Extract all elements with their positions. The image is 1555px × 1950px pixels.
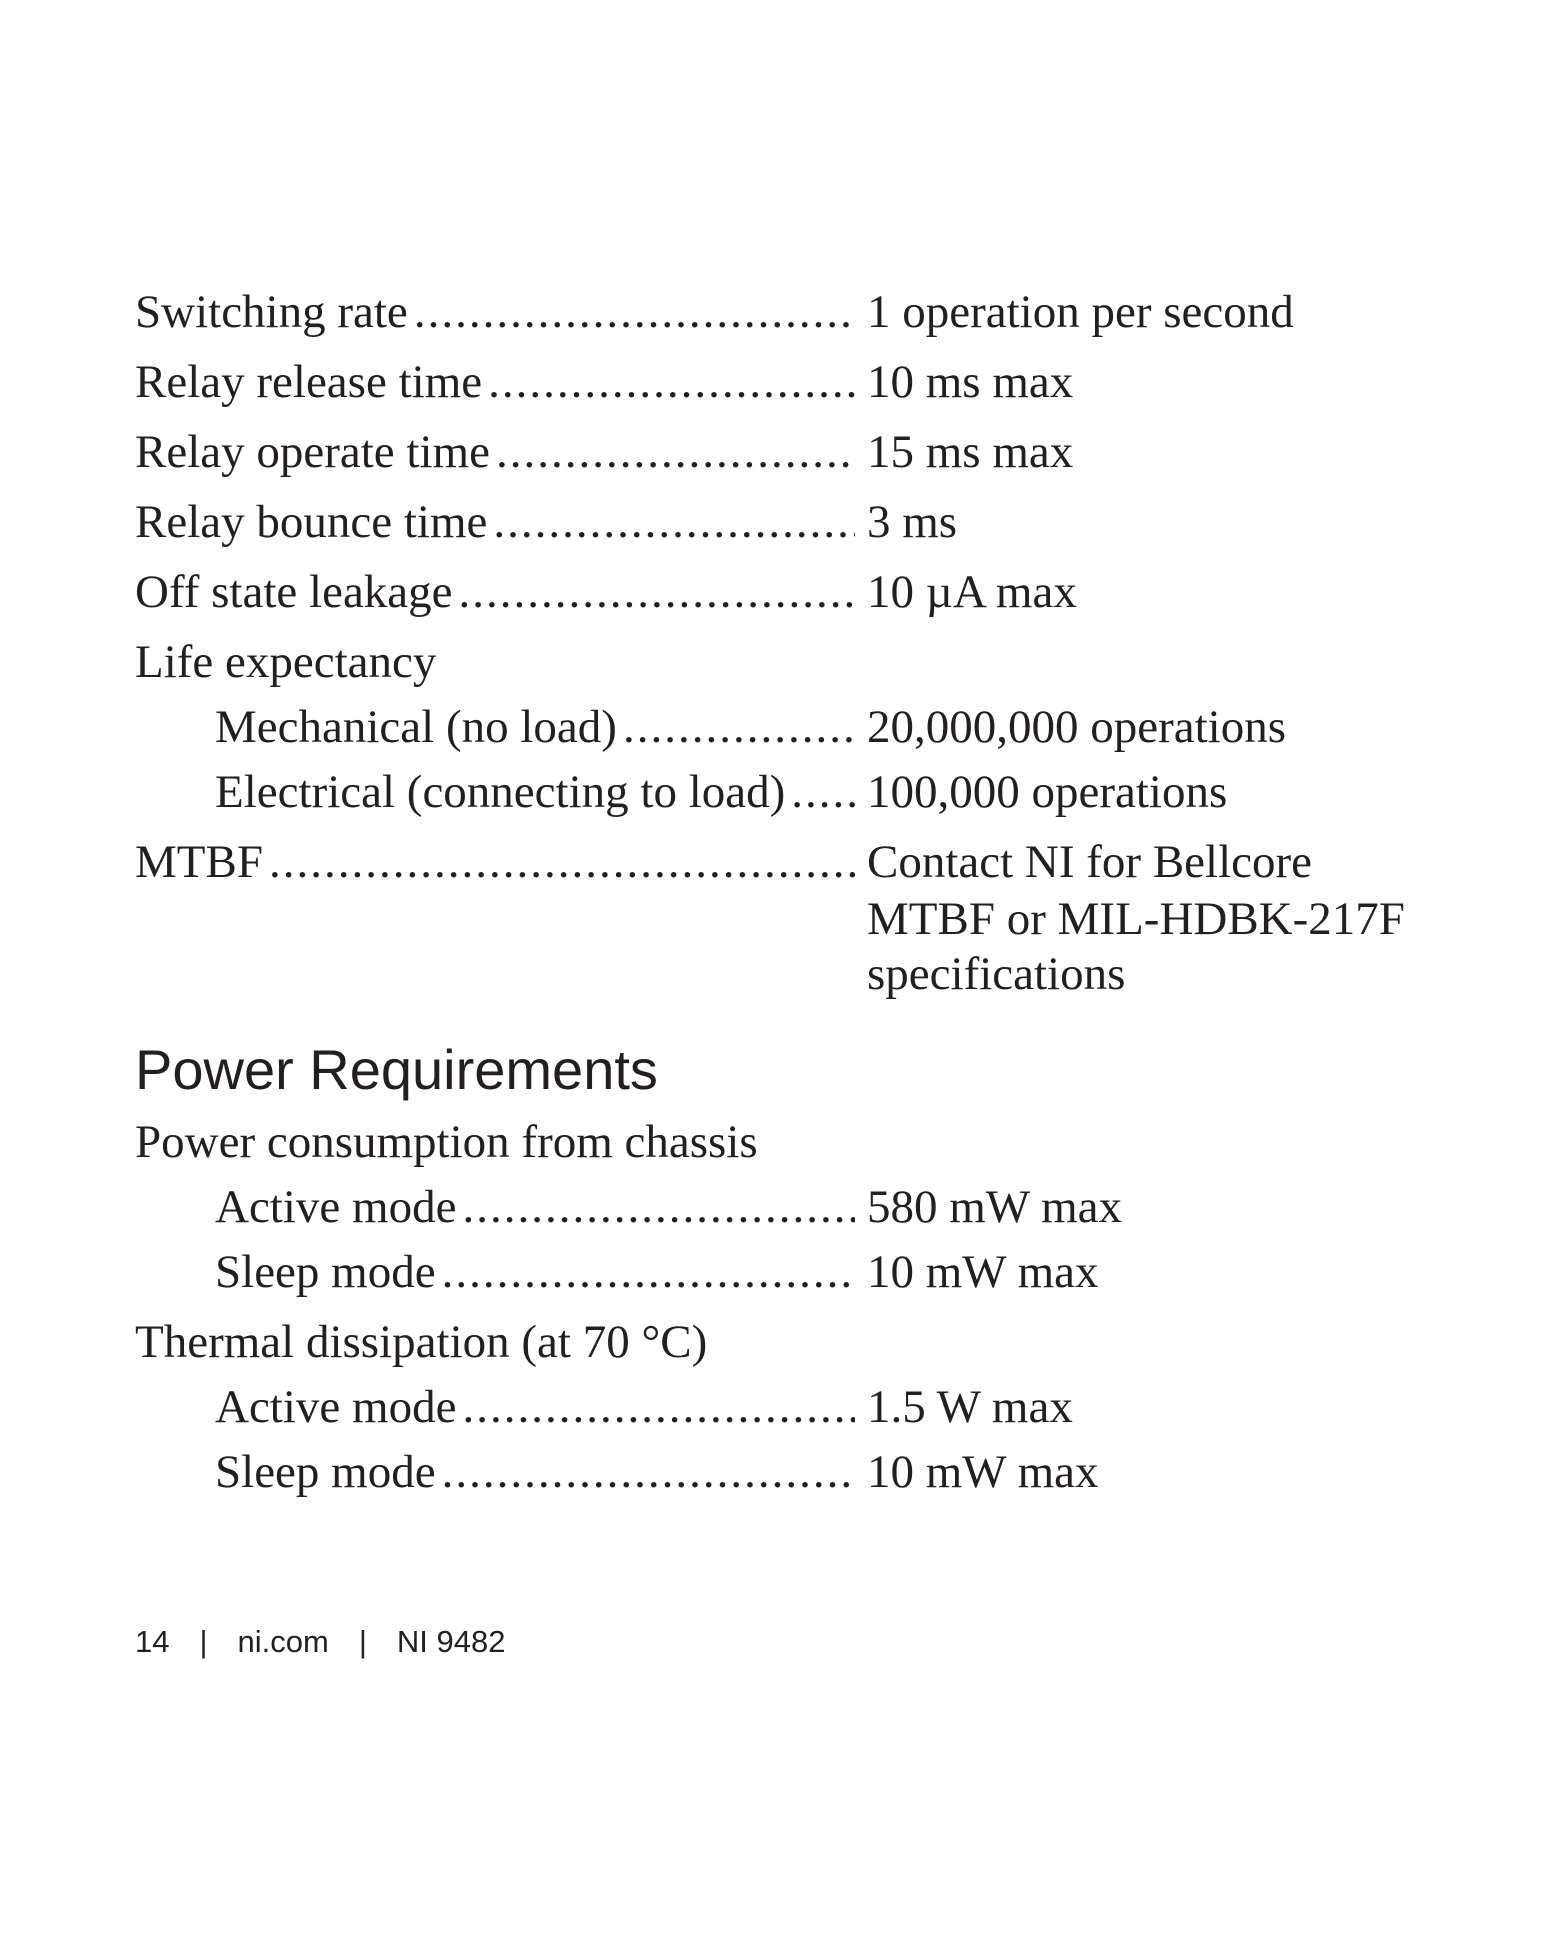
spec-label: Sleep mode xyxy=(215,1246,436,1298)
page-number: 14 xyxy=(135,1624,170,1659)
spec-label: Relay bounce time xyxy=(135,496,488,548)
dot-leader xyxy=(496,422,855,482)
dot-leader xyxy=(459,562,855,622)
dot-leader xyxy=(442,1242,855,1302)
page-footer xyxy=(135,1622,506,1662)
spec-group-label: Thermal dissipation (at 70 °C) xyxy=(135,1316,708,1368)
dot-leader xyxy=(442,1442,855,1502)
spec-value: 1 operation per second xyxy=(867,286,1294,338)
dot-leader xyxy=(791,762,855,822)
spec-value: 10 ms max xyxy=(867,356,1074,408)
spec-group-label: Life expectancy xyxy=(135,636,437,688)
spec-group-thermal-dissipation xyxy=(135,1312,1435,1377)
spec-value: 15 ms max xyxy=(867,426,1074,478)
footer-separator: | xyxy=(199,1624,208,1659)
spec-group-power-consumption xyxy=(135,1112,1435,1177)
spec-label: Mechanical (no load) xyxy=(215,701,617,753)
spec-row-relay-bounce-time xyxy=(135,492,1435,562)
spec-row-electrical xyxy=(135,762,1435,827)
spec-row-mechanical xyxy=(135,697,1435,762)
spec-row-relay-release-time xyxy=(135,352,1435,422)
spec-value xyxy=(855,832,1405,1002)
dot-leader xyxy=(269,832,855,892)
spec-row-relay-operate-time xyxy=(135,422,1435,492)
spec-value-line: Contact NI for Bellcore xyxy=(867,836,1313,888)
spec-label: Active mode xyxy=(215,1381,457,1433)
spec-label: MTBF xyxy=(135,836,263,888)
spec-value: 580 mW max xyxy=(867,1181,1122,1233)
spec-value: 10 mW max xyxy=(867,1246,1099,1298)
spec-row-off-state-leakage xyxy=(135,562,1435,632)
spec-group-label: Power consumption from chassis xyxy=(135,1116,758,1168)
footer-product-name: NI 9482 xyxy=(396,1624,506,1659)
dot-leader xyxy=(462,1177,855,1237)
section-heading-power-requirements: Power Requirements xyxy=(135,1038,658,1101)
spec-value: 20,000,000 operations xyxy=(867,701,1287,753)
spec-label: Active mode xyxy=(215,1181,457,1233)
spec-row-consumption-sleep-mode xyxy=(135,1242,1435,1312)
spec-row-mtbf xyxy=(135,832,1435,1002)
spec-label: Relay release time xyxy=(135,356,483,408)
spec-label: Off state leakage xyxy=(135,566,453,618)
spec-value: 3 ms xyxy=(867,496,958,548)
specifications-list xyxy=(135,282,1435,1507)
footer-separator: | xyxy=(358,1624,367,1659)
spec-value: 1.5 W max xyxy=(867,1381,1073,1433)
spec-label: Electrical (connecting to load) xyxy=(215,766,786,818)
spec-value-line: specifications xyxy=(867,948,1126,1000)
dot-leader xyxy=(414,282,855,342)
spec-value-line: MTBF or MIL-HDBK-217F xyxy=(867,893,1405,945)
spec-row-thermal-sleep-mode xyxy=(135,1442,1435,1507)
footer-site-link[interactable]: ni.com xyxy=(237,1624,329,1659)
spec-value: 10 µA max xyxy=(867,566,1077,618)
dot-leader xyxy=(493,492,855,552)
spec-value: 100,000 operations xyxy=(867,766,1228,818)
dot-leader xyxy=(488,352,855,412)
spec-label: Switching rate xyxy=(135,286,408,338)
spec-row-switching-rate xyxy=(135,282,1435,352)
spec-group-life-expectancy xyxy=(135,632,1435,697)
spec-row-thermal-active-mode xyxy=(135,1377,1435,1442)
dot-leader xyxy=(462,1377,855,1437)
dot-leader xyxy=(623,697,855,757)
spec-label: Sleep mode xyxy=(215,1446,436,1498)
spec-value: 10 mW max xyxy=(867,1446,1099,1498)
spec-row-consumption-active-mode xyxy=(135,1177,1435,1242)
spec-label: Relay operate time xyxy=(135,426,490,478)
